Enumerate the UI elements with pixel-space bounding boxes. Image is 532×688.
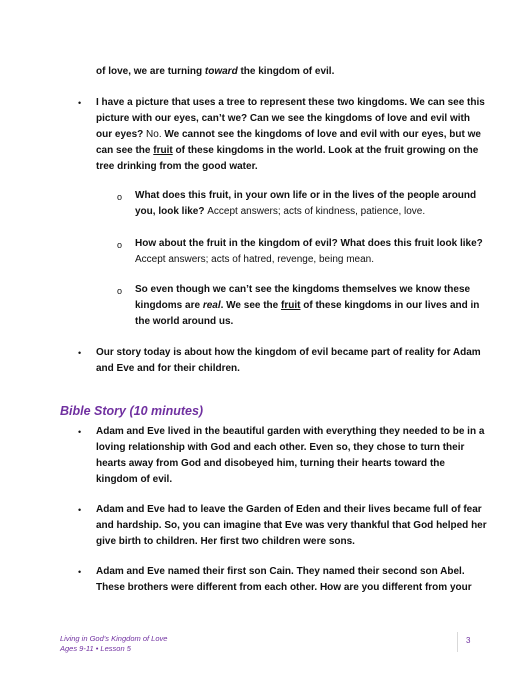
bullet-line: and Eve and for their children. xyxy=(96,363,240,374)
bullet-line: picture with our eyes, can’t we? Can we see the kingdoms of love and evil with xyxy=(96,113,470,124)
text-span: . We see the xyxy=(220,300,282,311)
sub-line: So even though we can’t see the kingdoms themselves we know these xyxy=(135,284,471,295)
text-span: of these kingdoms in the world. Look at the fruit growing on the xyxy=(172,145,479,156)
bullet-line: Our story today is about how the kingdom of evil became part of reality for Adam xyxy=(96,347,481,358)
bullet-line: and hardship. So, you can imagine that Eve was very thankful that God helped her xyxy=(96,520,487,531)
bullet-line: hearts away from God and disobeyed him, turning their hearts toward the xyxy=(96,458,445,469)
bullet-line: These brothers were different from each other. How are you different from your xyxy=(96,582,472,593)
bullet-line: give birth to children. Her first two children were sons. xyxy=(96,536,355,547)
bullet-line xyxy=(96,145,478,157)
answer-text: Accept answers; acts of kindness, patience, love. xyxy=(207,206,426,217)
bullet-symbol: • xyxy=(78,427,82,437)
underlined-text: fruit xyxy=(153,145,173,156)
sub-line xyxy=(135,300,479,312)
bullet-line: Adam and Eve had to leave the Garden of Eden and their lives became full of fear xyxy=(96,504,482,515)
bullet-line: tree drinking from the good water. xyxy=(96,161,258,172)
text-span: kingdoms are xyxy=(135,300,203,311)
answer-text: No. xyxy=(146,129,165,140)
section-heading: Bible Story (10 minutes) xyxy=(60,404,204,418)
paragraph-continuation xyxy=(96,66,334,78)
sub-line xyxy=(135,206,425,218)
underlined-text: fruit xyxy=(281,300,301,311)
sub-line: the world around us. xyxy=(135,316,234,327)
text-span: of love, we are turning xyxy=(96,66,205,77)
bullet-line: kingdom of evil. xyxy=(96,474,173,485)
footer-title: Living in God’s Kingdom of Love xyxy=(60,634,168,643)
footer-subtitle: Ages 9-11 • Lesson 5 xyxy=(60,644,131,653)
bullet-line: Adam and Eve named their first son Cain. They named their second son Abel. xyxy=(96,566,465,577)
text-span: our eyes? xyxy=(96,129,147,140)
text-span: can see the xyxy=(96,145,154,156)
sub-bullet-symbol: o xyxy=(117,286,123,296)
page-number: 3 xyxy=(466,636,471,645)
bullet-line: I have a picture that uses a tree to represent these two kingdoms. We can see this xyxy=(96,97,485,108)
bullet-symbol: • xyxy=(78,505,82,515)
emphasis-text: toward xyxy=(204,66,238,77)
bullet-symbol: • xyxy=(78,348,82,358)
text-span: We cannot see the kingdoms of love and evil with our eyes, but we xyxy=(164,129,481,140)
sub-line: What does this fruit, in your own life or in the lives of the people around xyxy=(135,190,477,201)
sub-bullet-symbol: o xyxy=(117,192,123,202)
bullet-line: Adam and Eve lived in the beautiful garden with everything they needed to be in a xyxy=(96,426,485,437)
bullet-line: loving relationship with God and each other. Even so, they chose to turn their xyxy=(96,442,465,453)
text-span: of these kingdoms in our lives and in xyxy=(300,300,480,311)
sub-line: How about the fruit in the kingdom of evil? What does this fruit look like? xyxy=(135,238,483,249)
sub-bullet-symbol: o xyxy=(117,240,123,250)
bullet-symbol: • xyxy=(78,98,82,108)
emphasis-text: real xyxy=(202,300,221,311)
text-span: you, look like? xyxy=(135,206,208,217)
text-span: the kingdom of evil. xyxy=(237,66,335,77)
bullet-symbol: • xyxy=(78,567,82,577)
sub-line: Accept answers; acts of hatred, revenge, being mean. xyxy=(135,254,375,265)
footer-divider xyxy=(457,632,458,652)
bullet-line xyxy=(96,129,481,141)
